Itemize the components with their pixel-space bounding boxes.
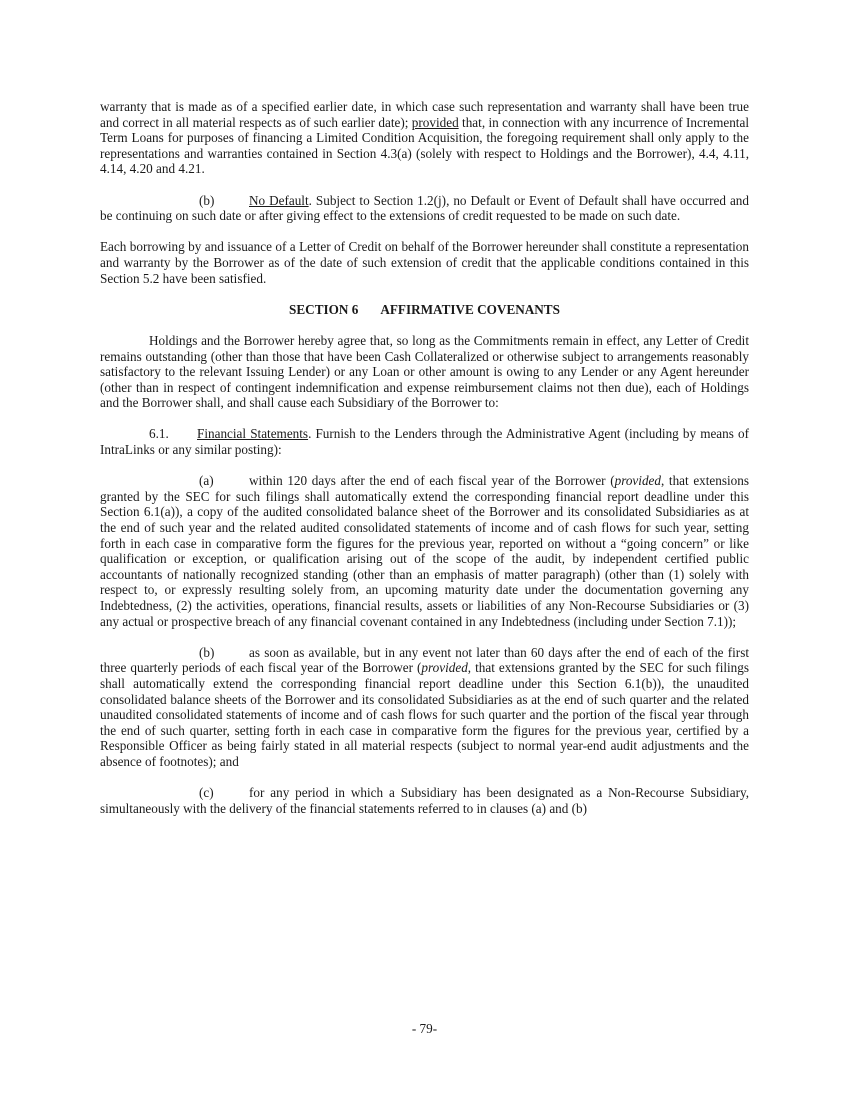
document-page — [100, 99, 749, 832]
paragraph-covenant-intro: Holdings and the Borrower hereby agree that, so long as the Commitments remain in effect, any Letter of Credit remains outstanding (other than those that have been Cash Collateralized or otherwise subject to arrangements reasonably satisfactory to the relevant Issuing Lender) or any Loan or other amount is owing to any Lender or any Agent hereunder (other than in respect of contingent indemnification and expense reimbursement claims not then due), each of Holdings and the Borrower shall, and shall cause each Subsidiary of the Borrower to: — [100, 332, 749, 411]
paragraph-clause-b — [100, 645, 749, 770]
paragraph-financial-statements — [100, 426, 749, 457]
clause-a-provided: provided — [614, 473, 661, 489]
page-number: - 79- — [411, 1021, 438, 1036]
clause-c-label: (c) — [199, 785, 214, 801]
clause-a-label: (a) — [199, 473, 214, 489]
section-6-1-text: . Furnish to the Lenders through the Administrative Agent (including by means of IntraLinks or any similar posting): — [100, 426, 749, 458]
provided-term: provided — [411, 114, 459, 130]
section-number: SECTION 6 — [289, 301, 359, 317]
clause-label: (b) — [199, 192, 215, 208]
paragraph-warranty-continuation — [100, 99, 749, 177]
clause-b-provided: provided — [421, 660, 468, 676]
warranty-text-start: warranty that is made as of a specified earlier date, in which case such representation and warranty shall have been true and correct in all material respects as of such earlier date); — [100, 99, 749, 130]
section-6-1-title: Financial Statements — [197, 426, 309, 442]
paragraph-no-default — [100, 193, 749, 224]
paragraph-clause-a — [100, 473, 749, 629]
clause-b-text-start: as soon as available, but in any event not later than 60 days after the end of each of the first three quarterly periods of each fiscal year of the Borrower ( — [100, 644, 749, 676]
clause-b-text-end: , that extensions granted by the SEC for such filings shall automatically extend the corresponding financial report deadline under this Section 6.1(b)), the unaudited consolidated balance sheets of the Borrower and its consolidated Subsidiaries as at the end of such quarter and the related unaudited consolidated statements of income and of cash flows for such quarter and the portion of the fiscal year through the end of such quarter, setting forth in each case in comparative form the figures for the previous year, certified by a Responsible Officer as being fairly stated in all material respects (subject to normal year-end audit adjustments and the absence of footnotes); and — [100, 660, 750, 769]
clause-a-text-end: , that extensions granted by the SEC for such filings shall automatically extend the corresponding financial report deadline under this Section 6.1(a)), a copy of the audited consolidated balance sheet of the Borrower and its consolidated Subsidiaries as at the end of such year and the related audited consolidated statements of income and of cash flows for such year, setting forth in each case in comparative form the figures for the previous year, reported on without a “going concern” or like qualification or exception, or qualification arising out of the scope of the audit, by independent certified public accountants of nationally recognized standing (other than an emphasis of matter paragraph) (other than (1) solely with respect to, or expressly resulting solely from, an upcoming maturity date under the documentation governing any Indebtedness, (2) the activities, operations, financial results, assets or liabilities of any Non-Recourse Subsidiaries or (3) any actual or prospective breach of any financial covenant contained in any Indebtedness (including under Section 7.1)); — [100, 473, 749, 629]
paragraph-borrowing-representation: Each borrowing by and issuance of a Letter of Credit on behalf of the Borrower hereunder shall constitute a representation and warranty by the Borrower as of the date of such extension of credit that the applicable conditions contained in this Section 5.2 have been satisfied. — [100, 239, 749, 286]
clause-a-text-start: within 120 days after the end of each fiscal year of the Borrower ( — [249, 473, 615, 489]
clause-b-label: (b) — [199, 644, 215, 660]
clause-c-text: for any period in which a Subsidiary has been designated as a Non-Recourse Subsidiary, simultaneously with the delivery of the financial statements referred to in clauses (a) and (b) — [100, 785, 749, 816]
section-heading — [100, 302, 749, 318]
section-6-1-number: 6.1. — [149, 426, 169, 442]
clause-text: . Subject to Section 1.2(j), no Default or Event of Default shall have occurred and be continuing on such date or after giving effect to the extensions of credit requested to be made on such date. — [100, 192, 749, 224]
clause-title: No Default — [249, 192, 309, 208]
section-title: AFFIRMATIVE COVENANTS — [380, 301, 560, 317]
warranty-text-end: that, in connection with any incurrence of Incremental Term Loans for purposes of financing a Limited Condition Acquisition, the foregoing requirement shall only apply to the representations and warranties contained in Section 4.3(a) (solely with respect to Holdings and the Borrower), 4.4, 4.11, 4.14, 4.20 and 4.21. — [100, 114, 749, 177]
paragraph-clause-c — [100, 785, 749, 816]
